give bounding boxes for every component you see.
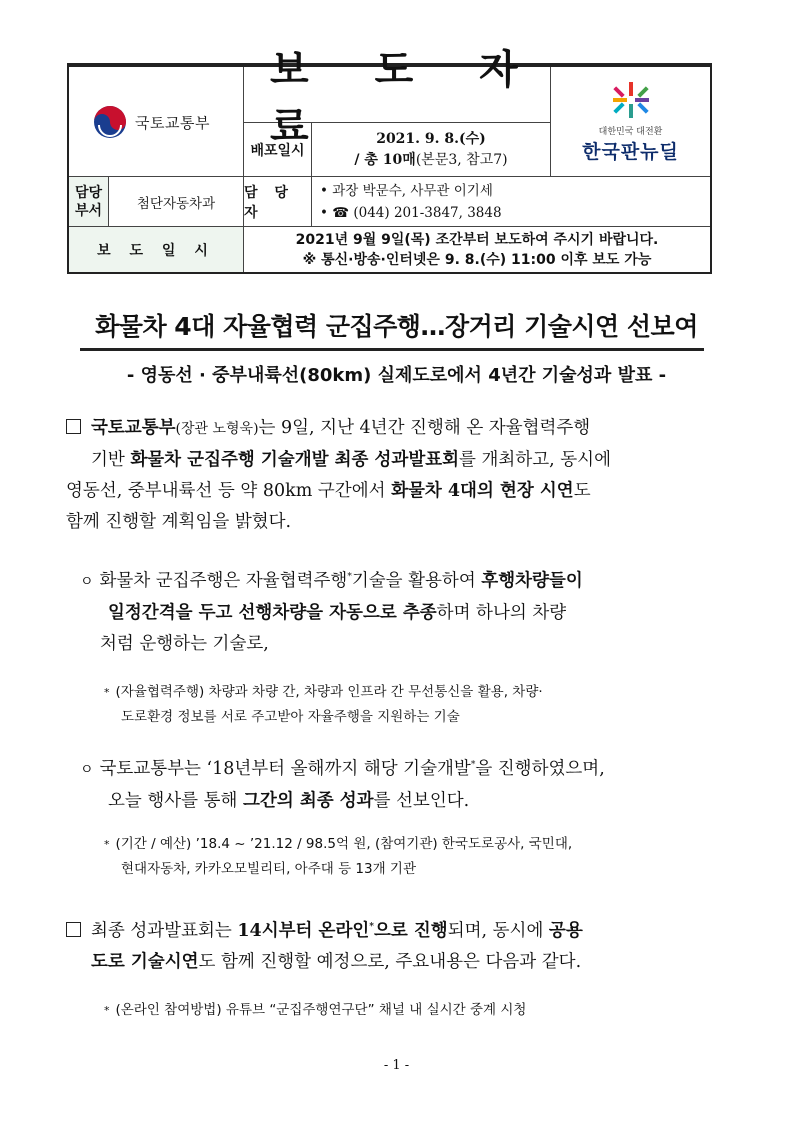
person-in-charge-label: 담 당 자 <box>244 177 312 226</box>
ministry-name: 국토교통부 <box>135 113 210 132</box>
footnote-3-line-1: (온라인 참여방법) 유튜브 “군집주행연구단” 채널 내 실시간 중계 시청 <box>115 1002 527 1018</box>
p4-text-1: 최종 성과발표회는 <box>91 920 238 941</box>
p3-text-4: 를 선보인다. <box>373 790 470 811</box>
page-number: - 1 - <box>383 1058 410 1073</box>
publish-time-label: 보 도 일 시 <box>69 226 244 272</box>
p1-text-4: 영동선, 중부내륙선 등 약 80km 구간에서 <box>66 481 392 501</box>
distribution-info <box>312 123 551 176</box>
distribution-pages-detail: (본문3, 참고7) <box>415 151 508 168</box>
p1-minister: (장관 노형욱) <box>175 421 259 437</box>
government-emblem-icon <box>93 105 127 139</box>
p1-text-3: 를 개최하고, 동시에 <box>459 450 611 470</box>
new-deal-brand-cell <box>551 67 710 176</box>
footnote-1 <box>104 680 714 729</box>
doc-title: 보 도 자 료 <box>270 46 544 150</box>
contact-dept-label <box>69 177 109 226</box>
square-bullet-icon <box>66 419 81 434</box>
ministry-logo <box>93 105 210 139</box>
circle-bullet-icon: ㅇ <box>80 573 94 590</box>
footnote-2-mark: * <box>104 838 110 851</box>
publish-line-1: 2021년 9월 9일(목) 조간부터 보도하여 주시기 바랍니다. <box>295 231 659 248</box>
publish-line-2: ※ 통신·방송·인터넷은 9. 8.(수) 11:00 이후 보도 가능 <box>302 251 652 268</box>
footnote-3 <box>104 998 714 1023</box>
footnote-2 <box>104 832 714 881</box>
ministry-logo-cell <box>69 67 244 176</box>
distribution-date: 2021. 9. 8.(수) <box>376 130 486 147</box>
contact-label-line-2: 부서 <box>74 202 103 219</box>
p2-footnote-mark: * <box>347 572 352 582</box>
distribution-pages-main: / 총 10매 <box>354 151 416 168</box>
p2-text-3: 하며 하나의 차량 <box>436 602 567 623</box>
footnote-1-line-2: 도로환경 정보를 서로 주고받아 자율주행을 지원하는 기술 <box>121 709 460 725</box>
p3-text-3: 오늘 행사를 통해 <box>108 790 244 811</box>
p4-text-2: 되며, 동시에 <box>447 920 549 941</box>
distribution-pages <box>354 150 507 171</box>
brand-name: 한국판뉴딜 <box>582 140 679 163</box>
press-release-header <box>67 46 712 274</box>
footnote-1-mark: * <box>104 686 110 699</box>
paragraph-2 <box>80 562 720 660</box>
headline: 화물차 4대 자율협력 군집주행…장거리 기술시연 선보여 <box>95 312 698 341</box>
p4-bold-2: 으로 진행 <box>373 920 448 941</box>
p1-text-2: 기반 <box>91 450 131 470</box>
headline-rule <box>80 348 704 351</box>
department-name: 첨단자동차과 <box>109 177 244 226</box>
p4-bold-4: 도로 기술시연 <box>91 951 199 972</box>
p2-text-1: 화물차 군집주행은 자율협력주행 <box>99 570 348 591</box>
paragraph-3 <box>80 750 720 817</box>
p1-subject: 국토교통부 <box>91 418 176 438</box>
footnote-2-line-2: 현대자동차, 카카오모빌리티, 아주대 등 13개 기관 <box>121 861 416 877</box>
subheadline: - 영동선 · 중부내륙선(80km) 실제도로에서 4년간 기술성과 발표 - <box>126 365 667 386</box>
publish-time-info <box>244 226 710 272</box>
p2-bold-2: 일정간격을 두고 선행차량을 자동으로 추종 <box>108 602 437 623</box>
p3-text-1: 국토교통부는 ‘18년부터 올해까지 해당 기술개발 <box>99 758 471 779</box>
footnote-2-line-1: (기간 / 예산) ’18.4 ~ ’21.12 / 98.5억 원, (참여기관) 한국도로공사, 국민대, <box>115 836 573 852</box>
p4-bold-3: 공용 <box>548 920 583 941</box>
p1-text-5: 도 <box>573 481 591 501</box>
p4-text-3: 도 함께 진행할 예정으로, 주요내용은 다음과 같다. <box>198 951 582 972</box>
p4-footnote-mark: * <box>369 922 374 932</box>
p2-text-2: 기술을 활용하여 <box>351 570 482 591</box>
p3-text-2: 을 진행하였으며, <box>475 758 605 779</box>
contact-label-line-1: 담당 <box>74 184 103 201</box>
person-names: • 과장 박문수, 사무관 이기세 <box>320 182 493 199</box>
p1-event-name: 화물차 군집주행 기술개발 최종 성과발표회 <box>130 450 460 470</box>
distribution-label: 배포일시 <box>244 123 312 176</box>
circle-bullet-icon: ㅇ <box>80 761 94 778</box>
p3-footnote-mark: * <box>470 760 476 770</box>
footnote-3-mark: * <box>104 1004 110 1017</box>
new-deal-logo-icon <box>609 80 653 120</box>
p4-bold-1: 14시부터 온라인 <box>237 920 370 941</box>
square-bullet-icon <box>66 922 81 937</box>
person-phone: • ☎ (044) 201-3847, 3848 <box>320 204 502 221</box>
p1-text-6: 함께 진행할 계획임을 밝혔다. <box>66 512 292 532</box>
p2-bold-1: 후행차량들이 <box>481 570 583 591</box>
brand-slogan: 대한민국 대전환 <box>598 126 663 137</box>
paragraph-1 <box>66 413 716 538</box>
p1-demo: 화물차 4대의 현장 시연 <box>391 481 574 501</box>
paragraph-4 <box>66 912 716 978</box>
footnote-1-line-1: (자율협력주행) 차량과 차량 간, 차량과 인프라 간 무선통신을 활용, 차량· <box>115 684 543 700</box>
p2-text-4: 처럼 운행하는 기술로, <box>100 633 269 654</box>
p3-bold-1: 그간의 최종 성과 <box>243 790 374 811</box>
p1-text-1: 는 9일, 지난 4년간 진행해 온 자율협력주행 <box>258 418 591 438</box>
person-in-charge-info <box>312 177 710 226</box>
